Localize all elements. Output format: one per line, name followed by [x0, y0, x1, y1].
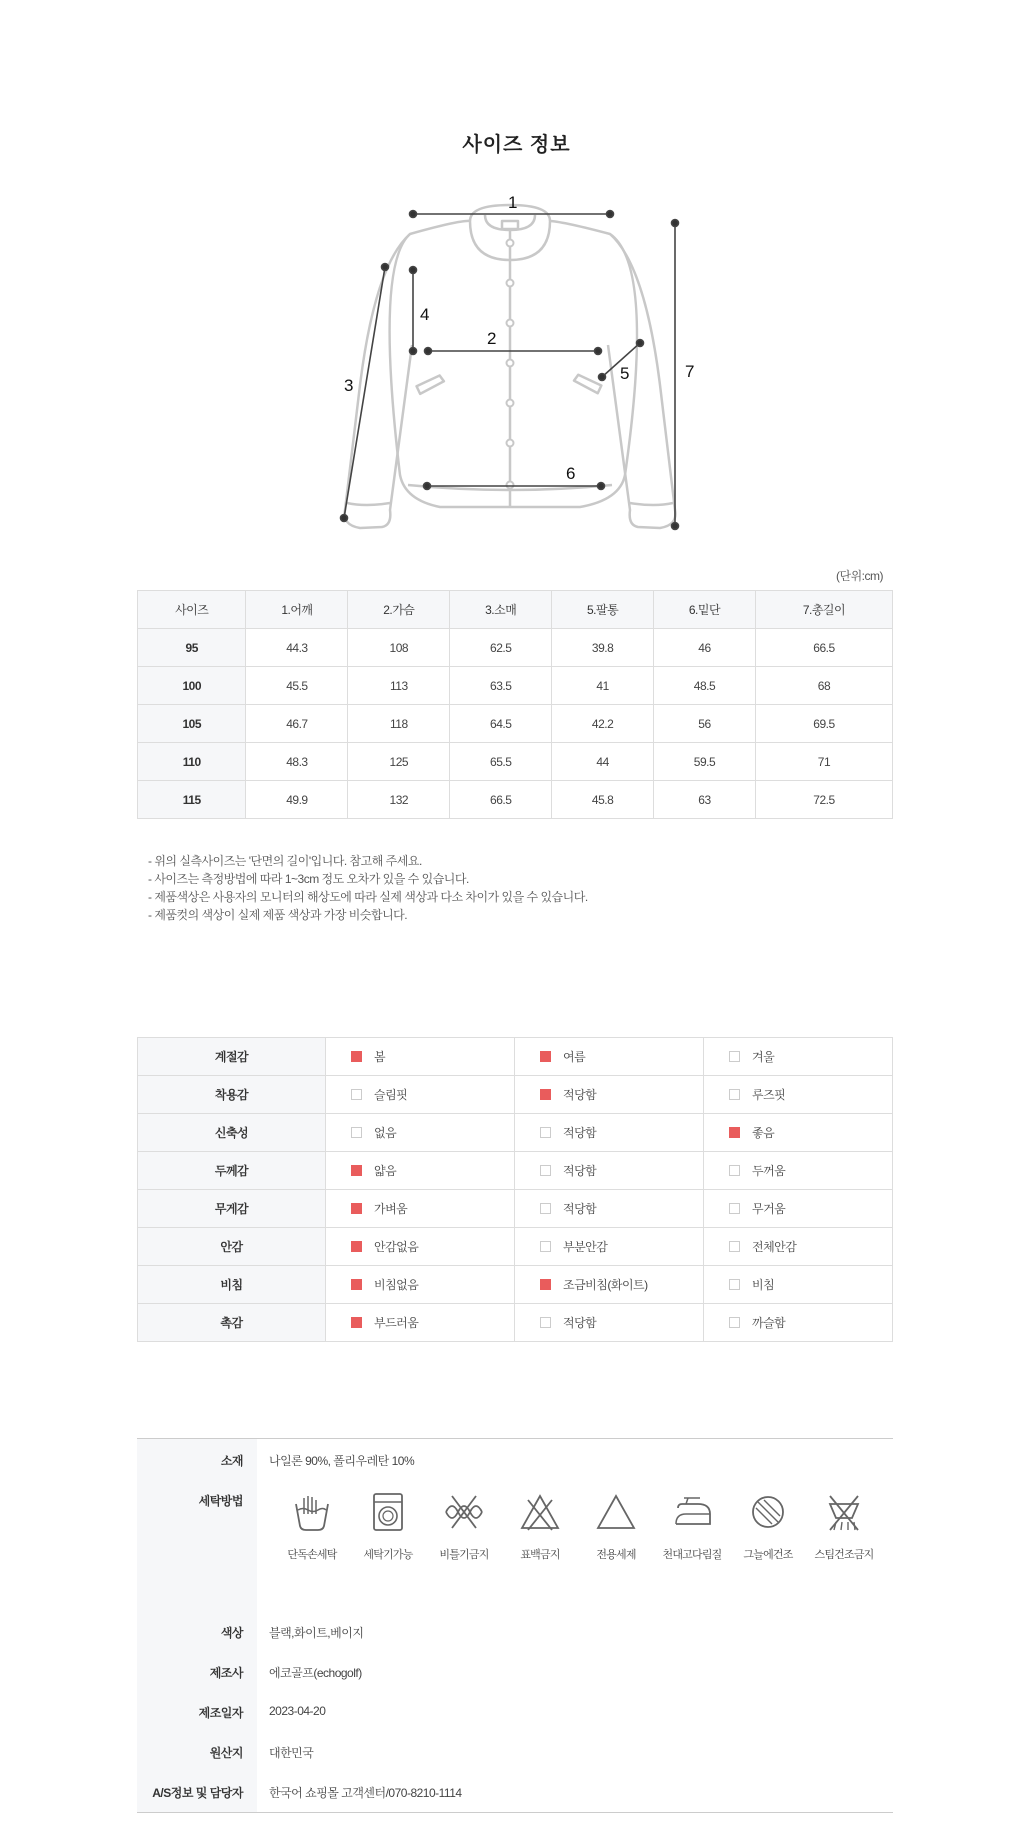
checked-box-icon: [729, 1127, 740, 1138]
size-cell: 115: [138, 781, 246, 819]
no-bleach-icon: [518, 1490, 562, 1534]
feel-option-label: 얇음: [374, 1164, 397, 1178]
feel-option: [326, 1114, 515, 1152]
jacket-measurement-diagram: [320, 185, 720, 540]
maker-label: 제조사: [137, 1652, 257, 1692]
unchecked-box-icon: [729, 1279, 740, 1290]
material-value: 나일론 90%, 폴리우레탄 10%: [269, 1454, 415, 1468]
measure-cell: 48.5: [654, 667, 756, 705]
machine-wash-icon: [366, 1490, 410, 1534]
wash-instruction: [806, 1490, 882, 1562]
measure-cell: 66.5: [755, 629, 892, 667]
feel-option-label: 가벼움: [374, 1202, 408, 1216]
wash-instruction: [426, 1490, 502, 1562]
product-feel-table: [137, 1037, 893, 1342]
measure-cell: 118: [348, 705, 450, 743]
table-row: [138, 667, 893, 705]
unchecked-box-icon: [540, 1165, 551, 1176]
size-table-header: 2.가슴: [348, 591, 450, 629]
feel-option: [515, 1076, 704, 1114]
measure-cell: 41: [552, 667, 654, 705]
size-table-header: 7.총길이: [755, 591, 892, 629]
wash-instruction: [730, 1490, 806, 1562]
feel-option-label: 까슬함: [752, 1316, 786, 1330]
feel-option-label: 없음: [374, 1126, 397, 1140]
feel-option: [704, 1076, 893, 1114]
measure-cell: 56: [654, 705, 756, 743]
size-table-header: 6.밑단: [654, 591, 756, 629]
wash-instruction: [502, 1490, 578, 1562]
wash-instruction-label: 단독손세탁: [287, 1549, 337, 1561]
wash-instruction: [350, 1490, 426, 1562]
measure-cell: 63.5: [450, 667, 552, 705]
size-table-header: 1.어깨: [246, 591, 348, 629]
iron-icon: [670, 1490, 714, 1534]
measure-cell: 68: [755, 667, 892, 705]
feel-option-label: 부분안감: [563, 1240, 608, 1254]
feel-option: [704, 1152, 893, 1190]
feel-option-label: 조금비침(화이트): [563, 1278, 648, 1292]
table-row: [138, 1076, 893, 1114]
feel-option: [326, 1038, 515, 1076]
size-table-header: 사이즈: [138, 591, 246, 629]
feel-option-label: 무거움: [752, 1202, 786, 1216]
wash-instruction: [578, 1490, 654, 1562]
feel-label: 무게감: [138, 1190, 326, 1228]
unchecked-box-icon: [729, 1051, 740, 1062]
size-cell: 110: [138, 743, 246, 781]
feel-option-label: 적당함: [563, 1088, 597, 1102]
wash-instruction-label: 세탁기가능: [363, 1549, 413, 1561]
measure-cell: 45.5: [246, 667, 348, 705]
unchecked-box-icon: [540, 1241, 551, 1252]
unchecked-box-icon: [729, 1089, 740, 1100]
checked-box-icon: [540, 1279, 551, 1290]
feel-option: [704, 1190, 893, 1228]
table-row: [138, 1152, 893, 1190]
measure-cell: 39.8: [552, 629, 654, 667]
measure-cell: 108: [348, 629, 450, 667]
color-value: 블랙,화이트,베이지: [269, 1626, 364, 1640]
feel-option-label: 두꺼움: [752, 1164, 786, 1178]
measure-cell: 64.5: [450, 705, 552, 743]
diagram-label-1: 1: [508, 193, 518, 212]
date-label: 제조일자: [137, 1692, 257, 1732]
measure-cell: 45.8: [552, 781, 654, 819]
neutral-detergent-icon: [594, 1490, 638, 1534]
table-row: [138, 1266, 893, 1304]
note-line: - 제품컷의 색상이 실제 제품 색상과 가장 비슷합니다.: [148, 908, 408, 922]
feel-label: 계절감: [138, 1038, 326, 1076]
info-row-color: [137, 1612, 893, 1652]
size-table-header: 5.팔통: [552, 591, 654, 629]
table-row: [138, 1304, 893, 1342]
unchecked-box-icon: [351, 1127, 362, 1138]
table-row: [138, 1114, 893, 1152]
feel-label: 두께감: [138, 1152, 326, 1190]
unchecked-box-icon: [729, 1165, 740, 1176]
feel-label: 신축성: [138, 1114, 326, 1152]
measure-cell: 132: [348, 781, 450, 819]
no-steam-dry-icon: [822, 1490, 866, 1534]
feel-option-label: 슬림핏: [374, 1088, 408, 1102]
measure-cell: 46.7: [246, 705, 348, 743]
measure-cell: 65.5: [450, 743, 552, 781]
info-row-maker: [137, 1652, 893, 1692]
checked-box-icon: [351, 1241, 362, 1252]
feel-option: [515, 1304, 704, 1342]
measure-cell: 69.5: [755, 705, 892, 743]
info-row-wash: [137, 1480, 893, 1612]
diagram-label-4: 4: [420, 305, 430, 324]
wash-instruction-label: 천대고다림질: [662, 1549, 722, 1561]
unit-label: (단위:cm): [835, 569, 883, 583]
info-row-date: [137, 1692, 893, 1732]
wash-instruction: [654, 1490, 730, 1562]
feel-option-label: 루즈핏: [752, 1088, 786, 1102]
wash-instruction-label: 전용세제: [596, 1549, 636, 1561]
feel-option-label: 비침없음: [374, 1278, 419, 1292]
maker-value: 에코골프(echogolf): [269, 1666, 362, 1680]
measure-cell: 42.2: [552, 705, 654, 743]
diagram-label-2: 2: [487, 329, 497, 348]
wash-instruction-label: 표백금지: [520, 1549, 560, 1561]
feel-option: [704, 1114, 893, 1152]
feel-label: 안감: [138, 1228, 326, 1266]
feel-option-label: 적당함: [563, 1316, 597, 1330]
origin-value: 대한민국: [269, 1746, 314, 1760]
unchecked-box-icon: [540, 1317, 551, 1328]
size-table-header: 3.소매: [450, 591, 552, 629]
checked-box-icon: [351, 1203, 362, 1214]
feel-label: 촉감: [138, 1304, 326, 1342]
feel-option-label: 적당함: [563, 1202, 597, 1216]
checked-box-icon: [351, 1317, 362, 1328]
product-info-table: [137, 1438, 893, 1813]
size-cell: 105: [138, 705, 246, 743]
feel-option: [704, 1304, 893, 1342]
feel-option-label: 겨울: [752, 1050, 775, 1064]
diagram-label-5: 5: [620, 364, 630, 383]
feel-option-label: 안감없음: [374, 1240, 419, 1254]
as-label: A/S정보 및 담당자: [137, 1772, 257, 1812]
checked-box-icon: [540, 1089, 551, 1100]
note-line: - 위의 실측사이즈는 '단면의 길이'입니다. 참고해 주세요.: [148, 854, 422, 868]
wash-label: 세탁방법: [137, 1480, 257, 1612]
feel-option: [326, 1304, 515, 1342]
size-notes: [148, 852, 588, 924]
note-line: - 제품색상은 사용자의 모니터의 해상도에 따라 실제 색상과 다소 차이가 있을 수 있습니다.: [148, 890, 588, 904]
checked-box-icon: [351, 1051, 362, 1062]
origin-label: 원산지: [137, 1732, 257, 1772]
feel-option-label: 적당함: [563, 1164, 597, 1178]
material-label: 소재: [137, 1439, 257, 1480]
measure-cell: 66.5: [450, 781, 552, 819]
wash-icons: [257, 1480, 893, 1612]
feel-option: [326, 1266, 515, 1304]
color-label: 색상: [137, 1612, 257, 1652]
feel-option: [515, 1190, 704, 1228]
feel-option: [326, 1076, 515, 1114]
feel-option: [515, 1228, 704, 1266]
page-title: 사이즈 정보: [462, 134, 571, 156]
table-row: [138, 743, 893, 781]
wash-instruction-label: 스팀건조금지: [814, 1549, 874, 1561]
diagram-label-3: 3: [344, 376, 354, 395]
measure-cell: 59.5: [654, 743, 756, 781]
feel-option: [704, 1266, 893, 1304]
wash-instruction-label: 그늘에건조: [743, 1549, 793, 1561]
checked-box-icon: [540, 1051, 551, 1062]
table-row: [138, 705, 893, 743]
table-row: [138, 629, 893, 667]
measure-cell: 62.5: [450, 629, 552, 667]
diagram-label-7: 7: [685, 362, 695, 381]
table-row: [138, 1190, 893, 1228]
wash-instruction: [274, 1490, 350, 1562]
unchecked-box-icon: [729, 1203, 740, 1214]
diagram-label-6: 6: [566, 464, 576, 483]
feel-option: [515, 1266, 704, 1304]
feel-option: [515, 1152, 704, 1190]
feel-option: [515, 1038, 704, 1076]
size-cell: 95: [138, 629, 246, 667]
unchecked-box-icon: [540, 1127, 551, 1138]
wash-instruction-label: 비틀기금지: [439, 1549, 489, 1561]
as-value: 한국어 쇼핑몰 고객센터/070-8210-1114: [269, 1786, 462, 1800]
info-row-as: [137, 1772, 893, 1812]
info-row-origin: [137, 1732, 893, 1772]
no-wring-icon: [442, 1490, 486, 1534]
note-line: - 사이즈는 측정방법에 따라 1~3cm 정도 오차가 있을 수 있습니다.: [148, 872, 469, 886]
feel-option: [326, 1190, 515, 1228]
feel-option: [515, 1114, 704, 1152]
feel-option-label: 전체안감: [752, 1240, 797, 1254]
table-row: [138, 1228, 893, 1266]
measure-cell: 46: [654, 629, 756, 667]
unchecked-box-icon: [729, 1241, 740, 1252]
table-row: [138, 1038, 893, 1076]
size-cell: 100: [138, 667, 246, 705]
measure-cell: 71: [755, 743, 892, 781]
measure-cell: 63: [654, 781, 756, 819]
feel-option-label: 비침: [752, 1278, 775, 1292]
checked-box-icon: [351, 1279, 362, 1290]
size-table: [137, 590, 893, 819]
unchecked-box-icon: [540, 1203, 551, 1214]
date-value: 2023-04-20: [269, 1704, 326, 1718]
hand-wash-icon: [290, 1490, 334, 1534]
measure-cell: 48.3: [246, 743, 348, 781]
table-row: [138, 781, 893, 819]
measure-cell: 125: [348, 743, 450, 781]
info-row-material: [137, 1439, 893, 1480]
checked-box-icon: [351, 1165, 362, 1176]
shade-dry-icon: [746, 1490, 790, 1534]
feel-label: 비침: [138, 1266, 326, 1304]
feel-option-label: 여름: [563, 1050, 586, 1064]
measure-cell: 113: [348, 667, 450, 705]
feel-option: [704, 1038, 893, 1076]
unchecked-box-icon: [729, 1317, 740, 1328]
feel-option: [326, 1152, 515, 1190]
feel-label: 착용감: [138, 1076, 326, 1114]
feel-option-label: 좋음: [752, 1126, 775, 1140]
measure-cell: 49.9: [246, 781, 348, 819]
measure-cell: 44.3: [246, 629, 348, 667]
feel-option-label: 적당함: [563, 1126, 597, 1140]
unchecked-box-icon: [351, 1089, 362, 1100]
feel-option-label: 부드러움: [374, 1316, 419, 1330]
size-table-header-row: [138, 591, 893, 629]
feel-option: [326, 1228, 515, 1266]
measure-cell: 44: [552, 743, 654, 781]
feel-option-label: 봄: [374, 1050, 386, 1064]
feel-option: [704, 1228, 893, 1266]
measure-cell: 72.5: [755, 781, 892, 819]
